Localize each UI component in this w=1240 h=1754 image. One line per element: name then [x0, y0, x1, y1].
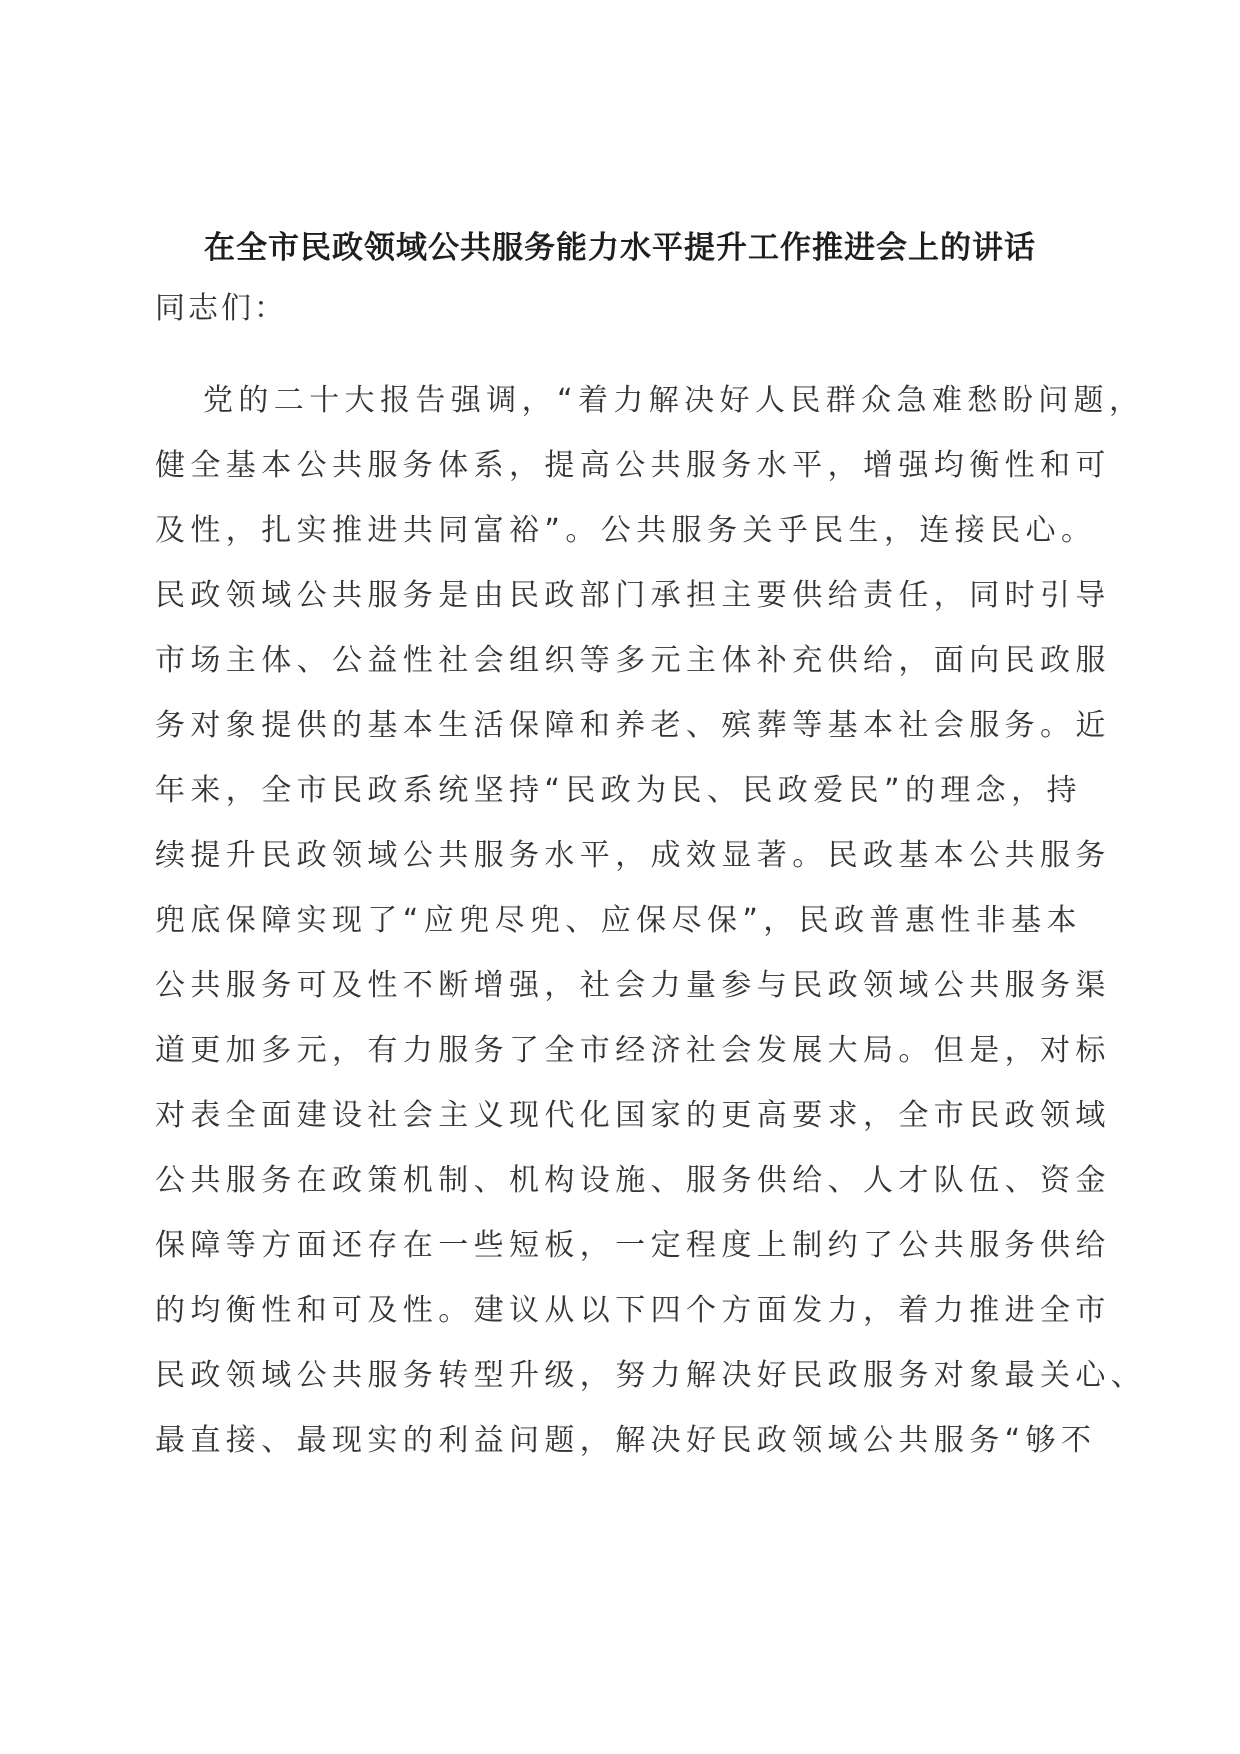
paragraph-line: 保障等方面还存在一些短板，一定程度上制约了公共服务供给	[155, 1228, 1111, 1263]
paragraph-line: 民政领域公共服务是由民政部门承担主要供给责任，同时引导	[155, 578, 1111, 613]
paragraph-line: 公共服务可及性不断增强，社会力量参与民政领域公共服务渠	[155, 968, 1111, 1003]
paragraph-line: 最直接、最现实的利益问题，解决好民政领域公共服务“够不	[155, 1423, 1097, 1458]
paragraph-line: 对表全面建设社会主义现代化国家的更高要求，全市民政领域	[155, 1098, 1111, 1133]
paragraph-line: 公共服务在政策机制、机构设施、服务供给、人才队伍、资金	[155, 1163, 1111, 1198]
paragraph-line: 年来，全市民政系统坚持“民政为民、民政爱民”的理念，持	[155, 773, 1082, 808]
paragraph-line: 市场主体、公益性社会组织等多元主体补充供给，面向民政服	[155, 643, 1111, 678]
paragraph-line: 的均衡性和可及性。建议从以下四个方面发力，着力推进全市	[155, 1293, 1111, 1328]
salutation: 同志们：	[155, 291, 287, 326]
paragraph-line: 道更加多元，有力服务了全市经济社会发展大局。但是，对标	[155, 1033, 1111, 1068]
paragraph-line: 民政领域公共服务转型升级，努力解决好民政服务对象最关心、	[155, 1358, 1147, 1393]
paragraph-line: 及性，扎实推进共同富裕”。公共服务关乎民生，连接民心。	[155, 513, 1097, 548]
paragraph-line: 兜底保障实现了“应兜尽兜、应保尽保”，民政普惠性非基本	[155, 903, 1082, 938]
page-title: 在全市民政领域公共服务能力水平提升工作推进会上的讲话	[204, 230, 1036, 266]
body-paragraph	[155, 368, 1147, 1473]
paragraph-line: 党的二十大报告强调，“着力解决好人民群众急难愁盼问题，	[203, 383, 1145, 418]
paragraph-line: 务对象提供的基本生活保障和养老、殡葬等基本社会服务。近	[155, 708, 1111, 743]
paragraph-line: 续提升民政领域公共服务水平，成效显著。民政基本公共服务	[155, 838, 1111, 873]
paragraph-line: 健全基本公共服务体系，提高公共服务水平，增强均衡性和可	[155, 448, 1111, 483]
